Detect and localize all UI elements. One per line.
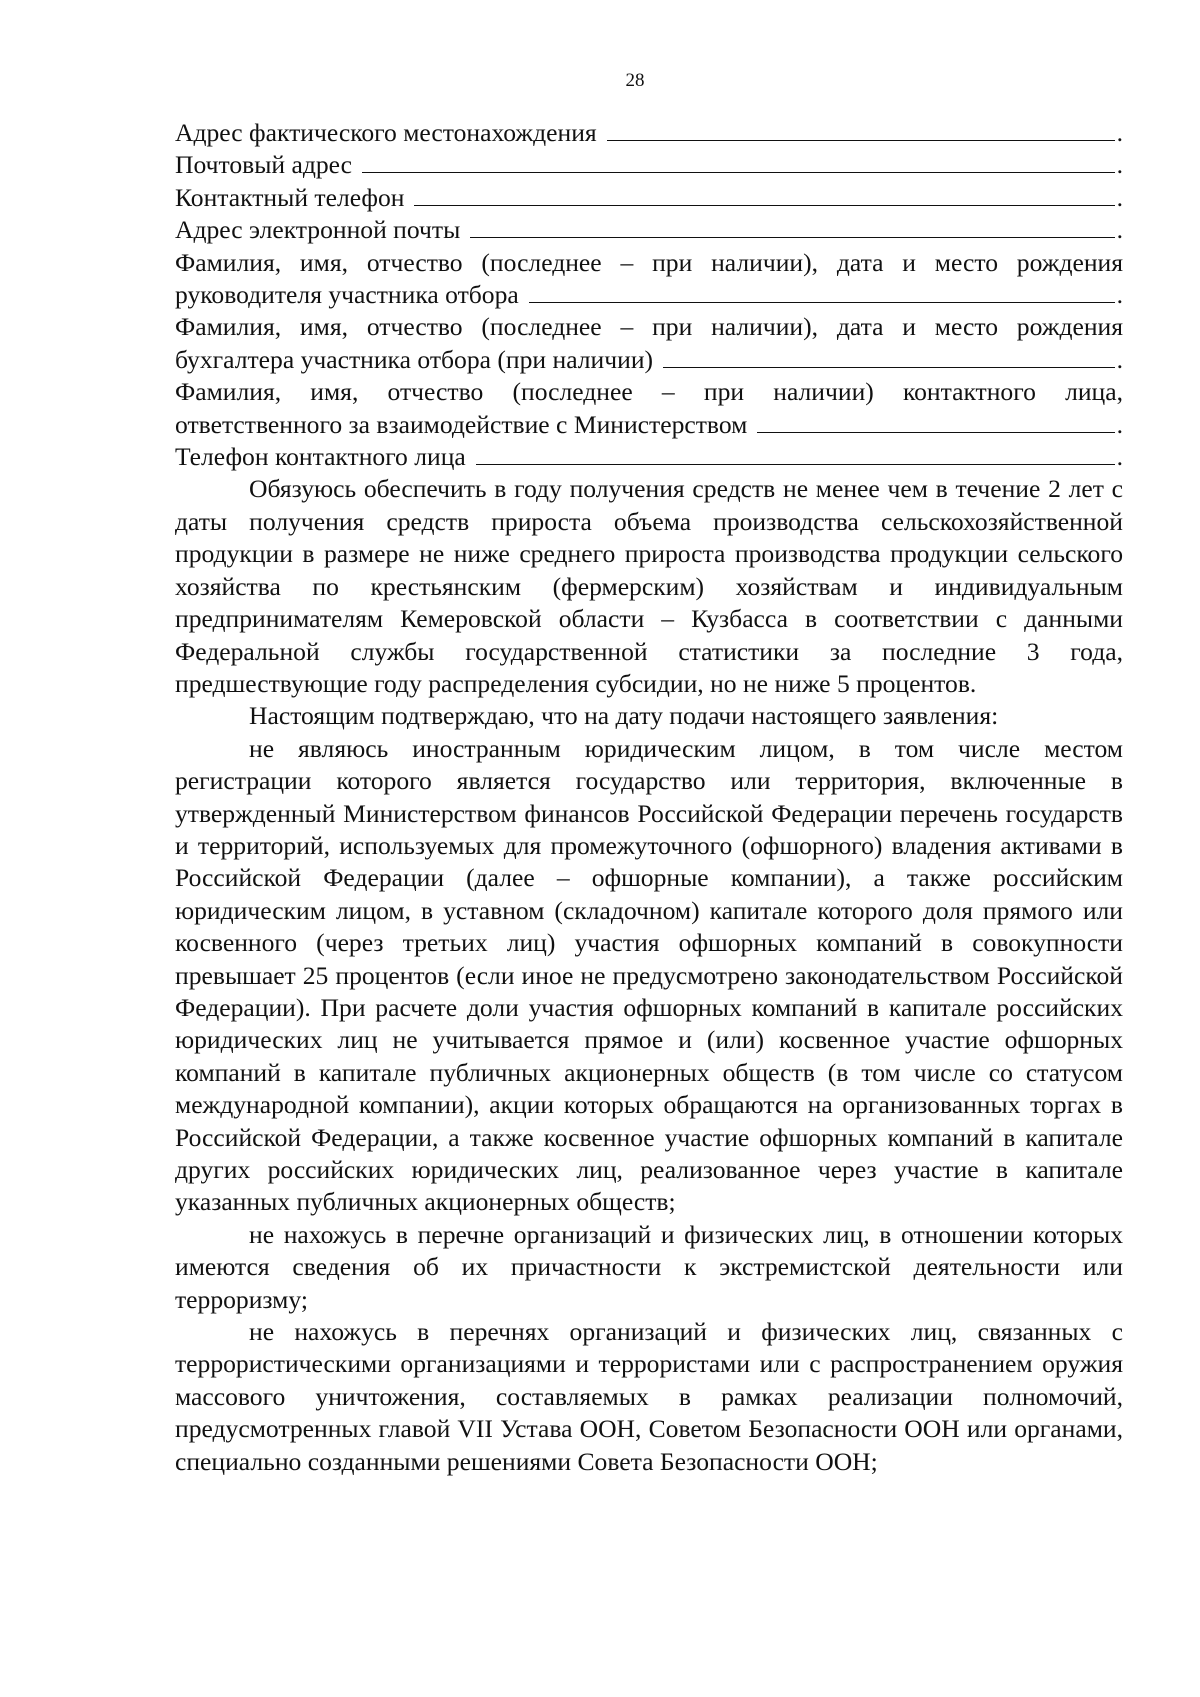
field-contact-person	[175, 409, 1123, 441]
field-head	[175, 279, 1123, 311]
field-head-intro: Фамилия, имя, отчество (последнее – при наличии), дата и место рождения	[175, 247, 1123, 277]
fill-in-line[interactable]	[607, 118, 1115, 141]
field-label: бухгалтера участника отбора (при наличии)	[175, 344, 654, 374]
field-terminator: .	[1116, 442, 1123, 472]
field-postal-address	[175, 149, 1123, 181]
field-label: Почтовый адрес	[175, 150, 353, 180]
field-label: ответственного за взаимодействие с Министерством	[175, 409, 748, 439]
page-number: 28	[625, 70, 645, 91]
field-label: Телефон контактного лица	[175, 442, 466, 472]
paragraph-obligation: Обязуюсь обеспечить в году получения средств не менее чем в течение 2 лет с даты получения средств прироста объема производства сельскохозяйственной продукции в размере не ниже среднего прироста производства продукции сельского хозяйства по крестьянским (фермерским) хозяйствам и индивидуальным предпринимателям Кемеровской области – Кузбасса в соответствии с данными Федеральной службы государственной статистики за последние 3 года, предшествующие году распределения субсидии, но не ниже 5 процентов.	[175, 474, 1123, 698]
field-terminator: .	[1116, 118, 1123, 147]
field-terminator: .	[1116, 150, 1123, 180]
fill-in-line[interactable]	[414, 183, 1114, 206]
field-terminator: .	[1116, 409, 1123, 439]
field-terminator: .	[1116, 182, 1123, 212]
paragraph-not-foreign-entity: не являюсь иностранным юридическим лицом, в том числе местом регистрации которого является государство или территория, включенные в утвержденный Министерством финансов Российской Федерации перечень государств и территорий, используемых для промежуточного (офшорного) владения активами в Российской Федерации (далее – офшорные компании), а также российским юридическим лицом, в уставном (складочном) капитале которого доля прямого или косвенного (через третьих лиц) участия офшорных компаний в совокупности превышает 25 процентов (если иное не предусмотрено законодательством Российской Федерации). При расчете доли участия офшорных компаний в капитале российских юридических лиц не учитывается прямое и (или) косвенное участие офшорных компаний в капитале публичных акционерных обществ (в том числе со статусом международной компании), акции которых обращаются на организованных торгах в Российской Федерации, а также косвенное участие офшорных компаний в капитале других российских юридических лиц, реализованное через участие в капитале указанных публичных акционерных обществ;	[175, 733, 1123, 1217]
field-label: руководителя участника отбора	[175, 280, 519, 310]
paragraph-confirmation: Настоящим подтверждаю, что на дату подачи настоящего заявления:	[249, 701, 999, 731]
paragraph-not-extremism-list: не нахожусь в перечне организаций и физических лиц, в отношении которых имеются сведения об их причастности к экстремистской деятельности или терроризму;	[175, 1219, 1123, 1314]
fill-in-line[interactable]	[362, 150, 1115, 173]
fill-in-line[interactable]	[476, 442, 1115, 465]
field-terminator: .	[1116, 344, 1123, 374]
field-label: Адрес электронной почты	[175, 215, 461, 245]
field-accountant	[175, 344, 1123, 376]
field-label: Контактный телефон	[175, 182, 405, 212]
field-contact-person-phone	[175, 441, 1123, 473]
field-label: Адрес фактического местонахождения	[175, 118, 597, 147]
fill-in-line[interactable]	[470, 215, 1114, 238]
document-body	[175, 117, 1123, 1478]
field-actual-address	[175, 117, 1123, 149]
field-contact-phone	[175, 182, 1123, 214]
field-terminator: .	[1116, 215, 1123, 245]
paragraph-not-terrorism-list: не нахожусь в перечнях организаций и физических лиц, связанных с террористическими организациями и террористами или с распространением оружия массового уничтожения, составляемых в рамках реализации полномочий, предусмотренных главой VII Устава ООН, Советом Безопасности ООН или органами, специально созданными решениями Совета Безопасности ООН;	[175, 1317, 1123, 1476]
field-contact-person-intro: Фамилия, имя, отчество (последнее – при наличии) контактного лица,	[175, 377, 1123, 407]
fill-in-line[interactable]	[663, 345, 1115, 368]
field-email	[175, 214, 1123, 246]
field-accountant-intro: Фамилия, имя, отчество (последнее – при наличии), дата и место рождения	[175, 312, 1123, 342]
fill-in-line[interactable]	[529, 280, 1115, 303]
fill-in-line[interactable]	[757, 410, 1114, 433]
field-terminator: .	[1116, 280, 1123, 310]
